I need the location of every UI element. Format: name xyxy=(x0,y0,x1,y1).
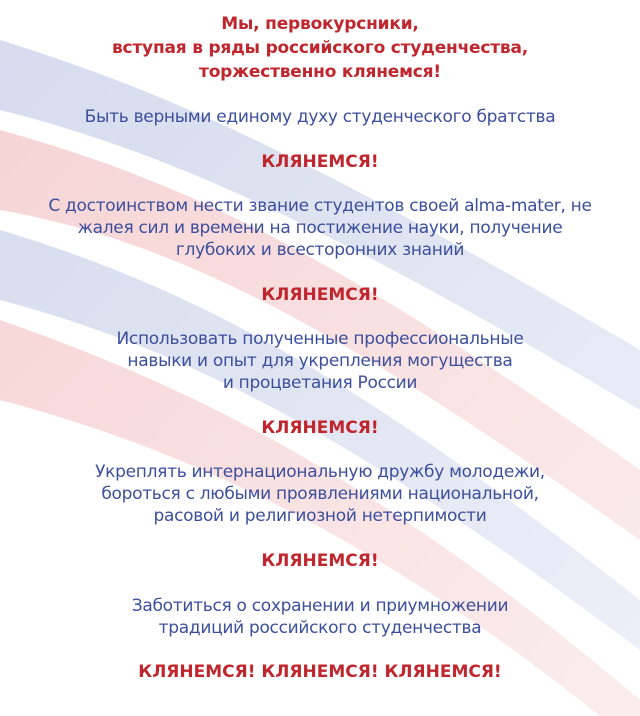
oath-heading xyxy=(0,12,640,84)
oath-line: и процветания России xyxy=(222,373,418,393)
oath-line: расовой и религиозной нетерпимости xyxy=(153,506,487,526)
heading-line: вступая в ряды российского студенчества, xyxy=(111,38,529,58)
oath-line: Использовать полученные профессиональные xyxy=(116,329,524,349)
oath-item xyxy=(0,461,640,527)
oath-line: жалея сил и времени на постижение науки, получение xyxy=(77,218,563,238)
oath-line: бороться с любыми проявлениями национальной, xyxy=(101,484,539,504)
oath-item xyxy=(0,106,640,128)
oath-item xyxy=(0,328,640,394)
oath-line: С достоинством нести звание студентов своей alma-mater, не xyxy=(48,196,592,216)
oath-line: навыки и опыт для укрепления могущества xyxy=(127,351,513,371)
final-swear-line: КЛЯНЕМСЯ! КЛЯНЕМСЯ! КЛЯНЕМСЯ! xyxy=(138,662,502,682)
oath-line: глубоких и всесторонних знаний xyxy=(175,240,465,260)
heading-line: торжественно клянемся! xyxy=(199,62,441,82)
oath-line: Заботиться о сохранении и приумножении xyxy=(131,596,509,616)
oath-line: традиций российского студенчества xyxy=(158,618,482,638)
swear-line: КЛЯНЕМСЯ! xyxy=(261,285,379,305)
swear-line: КЛЯНЕМСЯ! xyxy=(261,551,379,571)
oath-item xyxy=(0,195,640,261)
oath-line: Укреплять интернациональную дружбу молодежи, xyxy=(95,462,545,482)
oath-line: Быть верными единому духу студенческого братства xyxy=(84,107,556,127)
swear-line: КЛЯНЕМСЯ! xyxy=(261,152,379,172)
oath-item xyxy=(0,595,640,639)
heading-line: Мы, первокурсники, xyxy=(221,14,419,34)
swear-line: КЛЯНЕМСЯ! xyxy=(261,418,379,438)
